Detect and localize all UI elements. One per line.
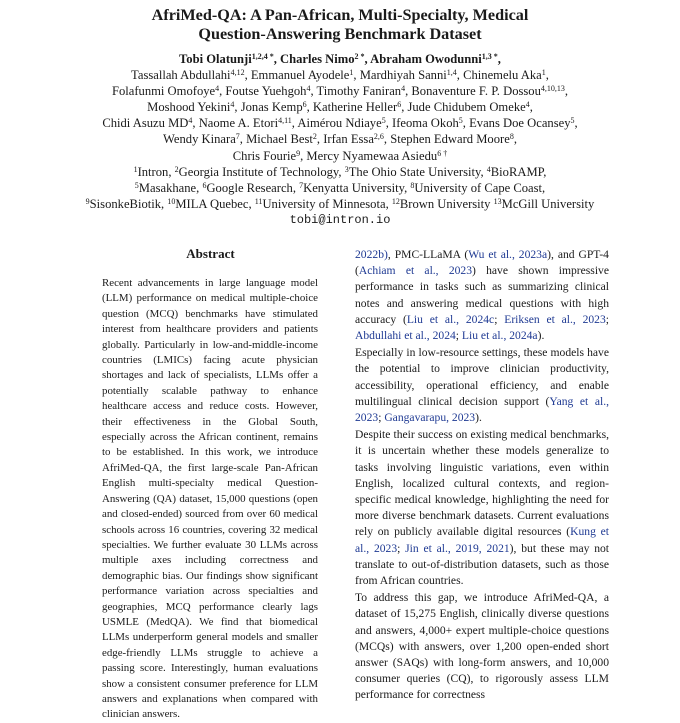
body-text: ) have shown impressive performance in tasks such as summarizing clinical notes and answering medical questions with high accuracy (	[355, 264, 609, 326]
affiliation-marker: 1	[349, 68, 354, 78]
author-name: Michael Best	[246, 132, 313, 147]
affiliation-name: University of Minnesota	[262, 196, 386, 211]
author-name: Moshood Yekini	[147, 100, 231, 115]
author-name: Foutse Yuehgoh	[225, 84, 307, 99]
affiliation-marker: 4	[230, 100, 235, 110]
citation-link[interactable]: Kung et al., 2023	[355, 525, 610, 555]
affiliation-number: 6	[202, 180, 207, 190]
affiliation-marker: 4	[188, 116, 193, 126]
affiliation-name: Brown University	[399, 196, 491, 211]
body-text: ).	[475, 411, 482, 425]
affiliation-name: Intron	[137, 164, 169, 179]
author-name: Wendy Kinara	[163, 132, 236, 147]
title-line-2: Question-Answering Benchmark Dataset	[198, 25, 482, 43]
affiliation-name: The Ohio State University	[348, 164, 481, 179]
affiliation-marker: 2,6	[373, 132, 384, 142]
affiliation-number: 3	[344, 164, 349, 174]
author-name: Abraham Owodunni	[370, 52, 482, 66]
affiliation-marker: 5	[570, 116, 575, 126]
affiliation-marker: 6	[397, 100, 402, 110]
affiliation-marker: 4	[306, 84, 311, 94]
author-name: Jonas Kemp	[240, 100, 303, 115]
affiliation-name: McGill University	[501, 196, 595, 211]
citation-link[interactable]: Achiam et al., 2023	[358, 264, 473, 278]
affiliation-name: BioRAMP	[490, 164, 544, 179]
affiliation-number: 11	[254, 196, 263, 206]
intro-paragraph-4	[355, 590, 609, 703]
author-block	[0, 51, 680, 228]
affiliation-marker: 5	[381, 116, 386, 126]
abstract-text: Recent advancements in large language model (LLM) performance on medical multiple-choice question (MCQ) benchmarks have stimulated interest from healthcare providers and patients globally. Particularly in low-and-middle-income countries (LMICs) facing acute physician shortages and lack of specialists, LLMs offer a potentially scalable pathway to enhance healthcare access and reduce costs. However, their effectiveness in the Global South, especially across the African continent, remains to be established. In this work, we introduce AfriMed-QA, the first large-scale Pan-African English multi-specialty medical Question-Answering (QA) dataset, 15,000 questions (open and closed-ended) sourced from over 60 medical schools across 16 countries, covering 32 medical specialties. We further evaluate 30 LLMs across multiple axes including correctness and demographic bias. Our findings show significant performance variation across specialties and geographies, MCQ performance clearly lags USMLE (MedQA). We find that biomedical LLMs underperform general models and smaller edge-friendly LLMs struggle to achieve a passing score. Interestingly, human evaluations show a consistent consumer preference for LLM answers and explanations when compared with clinician answers.	[102, 277, 318, 721]
author-name: Chidi Asuzu MD	[102, 116, 189, 131]
affiliation-number: 8	[410, 180, 415, 190]
affiliation-name: Masakhane	[138, 180, 197, 195]
body-text: ), and GPT-4 (	[355, 248, 609, 278]
author-name: Emmanuel Ayodele	[250, 68, 350, 83]
lead-authors: Tobi Olatunji$^{1,2,4 *}$, Charles Nimo$^{2 *}$, Abraham Owodunni$^{1,3 *}$,	[179, 52, 501, 66]
body-text: Especially in low-resource settings, these models have the potential to improve clinician productivity, accessibility, operational efficiency, and enable multilingual clinical decision support (	[355, 346, 609, 408]
affiliation-marker: 7	[235, 132, 240, 142]
affiliation-marker: 4,10,13	[540, 84, 565, 94]
body-text: ;	[605, 312, 609, 326]
affiliations: $^1$Intron, $^2$Georgia Institute of Technology, $^3$The Ohio State University, $^4$BioRAMP, $^5$Masakhane, $^6$Google Research, $^7$Kenyatta University, $^8$University of Cape Coast, $^9$SisonkeBiotik, $^{10}$MILA Quebec, $^{11}$University of Minnesota, $^{12}$Brown University $^{13}$McGill University	[85, 164, 595, 211]
author-name: Tobi Olatunji	[179, 52, 252, 66]
title-line-1: AfriMed-QA: A Pan-African, Multi-Specialty, Medical	[151, 6, 529, 24]
contact-email[interactable]: tobi@intron.io	[289, 212, 391, 227]
body-text: To address this gap, we introduce AfriMed-QA, a dataset of 15,275 English, clinically diverse questions and answers, 4,000+ expert multiple-choice questions (MCQs) with answers, over 1,200 open-ended short answer (SAQs) with long-form answers, and 10,000 consumer queries (CQ), to rigorously assess LLM performance for correctness	[355, 591, 609, 702]
citation-link[interactable]: Liu et al., 2024c	[406, 312, 495, 326]
affiliation-number: 1	[133, 164, 138, 174]
affiliation-marker: 1	[541, 68, 546, 78]
affiliation-marker: 1,4	[446, 68, 457, 78]
body-text: ;	[494, 312, 505, 326]
body-text: ;	[378, 411, 385, 425]
author-name: Chris Fourie	[232, 148, 297, 163]
affiliation-marker: 4,12	[230, 68, 245, 78]
affiliation-marker: 8	[509, 132, 514, 142]
affiliation-name: University of Cape Coast	[414, 180, 543, 195]
paper-title	[0, 6, 680, 44]
affiliation-name: Georgia Institute of Technology	[178, 164, 339, 179]
author-name: Charles Nimo	[280, 52, 355, 66]
affiliation-name: MILA Quebec	[175, 196, 249, 211]
author-name: Jude Chidubem Omeke	[407, 100, 526, 115]
affiliation-marker: 6 †	[437, 148, 448, 158]
affiliation-marker: 6	[302, 100, 307, 110]
affiliation-number: 13	[493, 196, 502, 206]
abstract-heading: Abstract	[186, 246, 235, 261]
affiliation-number: 7	[299, 180, 304, 190]
citation-link[interactable]: Liu et al., 2024a	[461, 329, 538, 343]
body-text: Despite their success on existing medical benchmarks, it is uncertain whether these models generalize to tasks involving linguistic variations, even within English, localized cultural contexts, and region-specific medical knowledge, highlighting the need for more diverse benchmark datasets. Current evaluations rely on publicly available digital resources (	[355, 428, 609, 539]
intro-paragraph-3	[355, 427, 609, 589]
affiliation-number: 4	[486, 164, 491, 174]
author-name: Aimérou Ndiaye	[297, 116, 382, 131]
intro-paragraph-1	[355, 247, 609, 344]
citation-link[interactable]: Gangavarapu, 2023	[384, 411, 476, 425]
author-name: Timothy Faniran	[316, 84, 402, 99]
affiliation-marker: 2	[312, 132, 317, 142]
affiliation-name: SisonkeBiotik	[89, 196, 162, 211]
author-name: Irfan Essa	[323, 132, 374, 147]
citation-link[interactable]: Wu et al., 2023a	[468, 248, 548, 261]
author-name: Ifeoma Okoh	[392, 116, 459, 131]
affiliation-name: Kenyatta University	[303, 180, 405, 195]
author-name: Folafunmi Omofoye	[111, 84, 216, 99]
citation-link[interactable]: Yang et al., 2023	[355, 394, 610, 425]
affiliation-marker: 9	[296, 148, 301, 158]
affiliation-number: 10	[167, 196, 176, 206]
body-text: ;	[455, 329, 462, 343]
intro-paragraph-2	[355, 345, 609, 426]
affiliation-marker: 1,3 *	[481, 52, 498, 61]
citation-link[interactable]: Abdullahi et al., 2024	[355, 329, 456, 343]
citation-link[interactable]: Jin et al., 2019, 2021	[405, 541, 510, 555]
author-name: Evans Doe Ocansey	[469, 116, 571, 131]
affiliation-marker: 4	[401, 84, 406, 94]
body-text: ).	[537, 329, 545, 343]
author-list: Tassallah Abdullahi$^{4,12}$, Emmanuel Ayodele$^1$, Mardhiyah Sanni$^{1,4}$, Chinemelu Aka$^1$, Folafunmi Omofoye$^4$, Foutse Yuehgoh$^4$, Timothy Faniran$^4$, Bonaventure F. P. Dossou$^{4,10,13}$, Moshood Yekini$^4$, Jonas Kemp$^6$, Katherine Heller$^6$, Jude Chidubem Omeke$^4$, Chidi Asuzu $MD^4$, Naome A. Etori$^{4,11}$, Aimérou Ndiaye$^5$, Ifeoma Okoh$^5$, Evans Doe Ocansey$^5$, Wendy Kinara$^7$, Michael Best$^2$, Irfan Essa$^{2,6}$, Stephen Edward Moore$^8$, Chris Fourie$^9$, Mercy Nyamewaa Asiedu$^{6 \dagger}$	[102, 68, 578, 163]
body-text: ), but these may not translate to out-of-distribution datasets, such as those from African countries.	[355, 541, 610, 588]
affiliation-number: 12	[391, 196, 400, 206]
affiliation-name: Google Research	[206, 180, 293, 195]
author-name: Katherine Heller	[312, 100, 398, 115]
author-name: Chinemelu Aka	[463, 68, 542, 83]
affiliation-number: 5	[134, 180, 139, 190]
author-name: Bonaventure F. P. Dossou	[411, 84, 541, 99]
affiliation-marker: 5	[458, 116, 463, 126]
affiliation-marker: 2 *	[354, 52, 365, 61]
author-name: Tassallah Abdullahi	[131, 68, 231, 83]
author-name: Naome A. Etori	[198, 116, 279, 131]
citation-link[interactable]: 2022b)	[355, 248, 388, 261]
affiliation-number: 2	[174, 164, 179, 174]
affiliation-marker: 4,11	[278, 116, 292, 126]
author-name: Mardhiyah Sanni	[359, 68, 447, 83]
affiliation-marker: 4	[215, 84, 220, 94]
introduction-column	[355, 247, 609, 704]
body-text: ;	[397, 541, 406, 555]
body-text: , PMC-LLaMA (	[387, 248, 469, 261]
affiliation-marker: 1,2,4 *	[251, 52, 274, 61]
citation-link[interactable]: Eriksen et al., 2023	[504, 312, 606, 326]
author-name: Mercy Nyamewaa Asiedu	[306, 148, 438, 163]
affiliation-number: 9	[85, 196, 90, 206]
affiliation-marker: 4	[525, 100, 530, 110]
author-name: Stephen Edward Moore	[390, 132, 510, 147]
